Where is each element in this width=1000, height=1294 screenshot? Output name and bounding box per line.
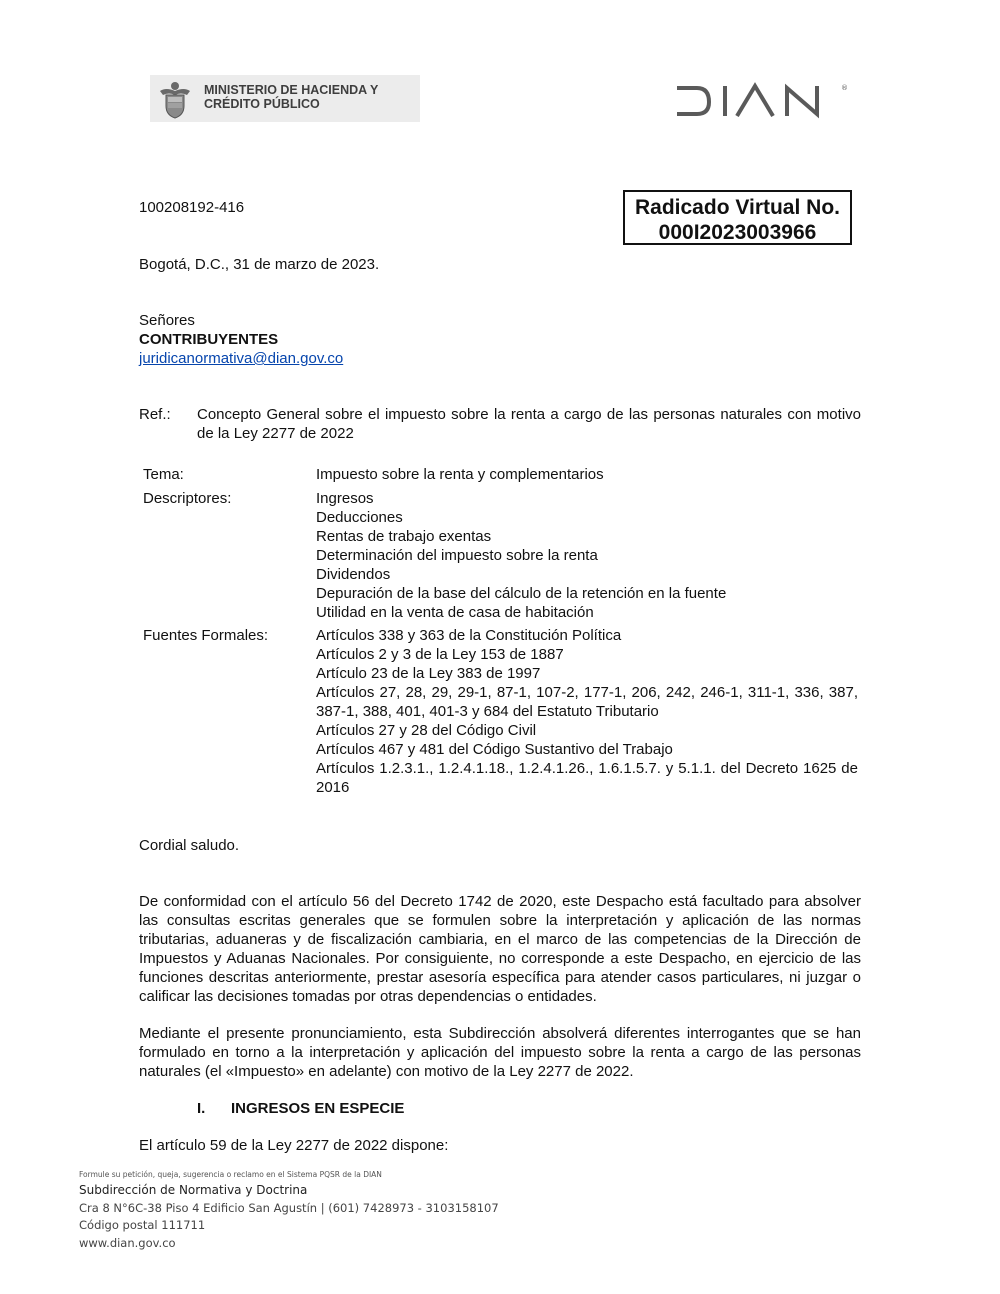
footer-address: Cra 8 N°6C-38 Piso 4 Edificio San Agustín | (601) 7428973 - 3103158107 xyxy=(79,1201,499,1215)
fuente-item: Artículos 467 y 481 del Código Sustantivo del Trabajo xyxy=(316,741,673,758)
footer-website: www.dian.gov.co xyxy=(79,1236,176,1250)
fuentes-list xyxy=(316,626,858,797)
fuente-item: Artículo 23 de la Ley 383 de 1997 xyxy=(316,665,541,682)
section-title: INGRESOS EN ESPECIE xyxy=(231,1100,405,1117)
descriptores-list xyxy=(316,489,858,622)
fuente-item: Artículos 338 y 363 de la Constitución Política xyxy=(316,627,622,644)
section-number: I. xyxy=(197,1100,206,1117)
tema-value: Impuesto sobre la renta y complementarios xyxy=(316,466,604,483)
descriptor-item: Dividendos xyxy=(316,566,391,583)
ministry-name-line2: CRÉDITO PÚBLICO xyxy=(204,97,320,111)
descriptor-item: Ingresos xyxy=(316,490,374,507)
footer-office: Subdirección de Normativa y Doctrina xyxy=(79,1183,308,1197)
dian-logo xyxy=(675,80,850,120)
recipient-block xyxy=(139,311,343,368)
radicado-title: Radicado Virtual No. xyxy=(635,196,840,219)
greeting: Cordial saludo. xyxy=(139,837,240,854)
svg-text:®: ® xyxy=(841,84,848,92)
ministry-name-line1: MINISTERIO DE HACIENDA Y xyxy=(204,83,379,97)
section-heading xyxy=(197,1099,404,1118)
descriptor-item: Determinación del impuesto sobre la renta xyxy=(316,547,598,564)
radicado-number: 000I2023003966 xyxy=(658,221,817,244)
fuente-item: Artículos 27 y 28 del Código Civil xyxy=(316,722,537,739)
fuente-item: Artículos 27, 28, 29, 29-1, 87-1, 107-2, 177-1, 206, 242, 246-1, 311-1, 336, 387, 387-1, 388, 401, 401-3 y 684 del Estatuto Tributario xyxy=(316,684,858,720)
fuentes-label: Fuentes Formales: xyxy=(143,627,269,644)
recipient-email-link[interactable]: juridicanormativa@dian.gov.co xyxy=(139,350,344,367)
footer-postal-code: Código postal 111711 xyxy=(79,1218,206,1232)
recipient-name: CONTRIBUYENTES xyxy=(139,331,279,348)
descriptor-item: Deducciones xyxy=(316,509,403,526)
document-number: 100208192-416 xyxy=(139,199,245,216)
descriptor-item: Rentas de trabajo exentas xyxy=(316,528,492,545)
reference-text: Concepto General sobre el impuesto sobre la renta a cargo de las personas naturales con motivo de la Ley 2277 de 2022 xyxy=(197,406,861,442)
descriptor-item: Depuración de la base del cálculo de la retención en la fuente xyxy=(316,585,727,602)
document-date: Bogotá, D.C., 31 de marzo de 2023. xyxy=(139,256,380,273)
coat-of-arms-icon xyxy=(156,79,194,119)
descriptor-item: Utilidad en la venta de casa de habitación xyxy=(316,604,594,621)
ministry-logo xyxy=(150,75,420,122)
descriptores-label: Descriptores: xyxy=(143,490,232,507)
body-paragraph: De conformidad con el artículo 56 del Decreto 1742 de 2020, este Despacho está facultado para absolver las consultas escritas generales que se formulen sobre la interpretación y aplicación de las normas tributarias, aduaneras y de fiscalización cambiaria, en el marco de las competencias de la Dirección de Impuestos y Aduanas Nacionales. Por consiguiente, no corresponde a este Despacho, en ejercicio de las funciones descritas anteriormente, prestar asesoría específica para atender casos particulares, ni juzgar o calificar las decisiones tomadas por otras dependencias o entidades. xyxy=(139,893,861,1005)
radicado-box xyxy=(623,190,852,245)
reference-label: Ref.: xyxy=(139,406,171,423)
footer-pqsr-note: Formule su petición, queja, sugerencia o reclamo en el Sistema PQSR de la DIAN xyxy=(79,1170,382,1179)
lead-text: El artículo 59 de la Ley 2277 de 2022 dispone: xyxy=(139,1137,449,1154)
fuente-item: Artículos 1.2.3.1., 1.2.4.1.18., 1.2.4.1.26., 1.6.1.5.7. y 5.1.1. del Decreto 1625 de 2016 xyxy=(316,760,858,796)
body-paragraph: Mediante el presente pronunciamiento, esta Subdirección absolverá diferentes interrogantes que se han formulado en torno a la interpretación y aplicación del impuesto sobre la renta a cargo de las personas naturales (el «Impuesto» en adelante) con motivo de la Ley 2277 de 2022. xyxy=(139,1025,861,1080)
salutation: Señores xyxy=(139,312,195,329)
tema-label: Tema: xyxy=(143,466,184,483)
fuente-item: Artículos 2 y 3 de la Ley 153 de 1887 xyxy=(316,646,564,663)
